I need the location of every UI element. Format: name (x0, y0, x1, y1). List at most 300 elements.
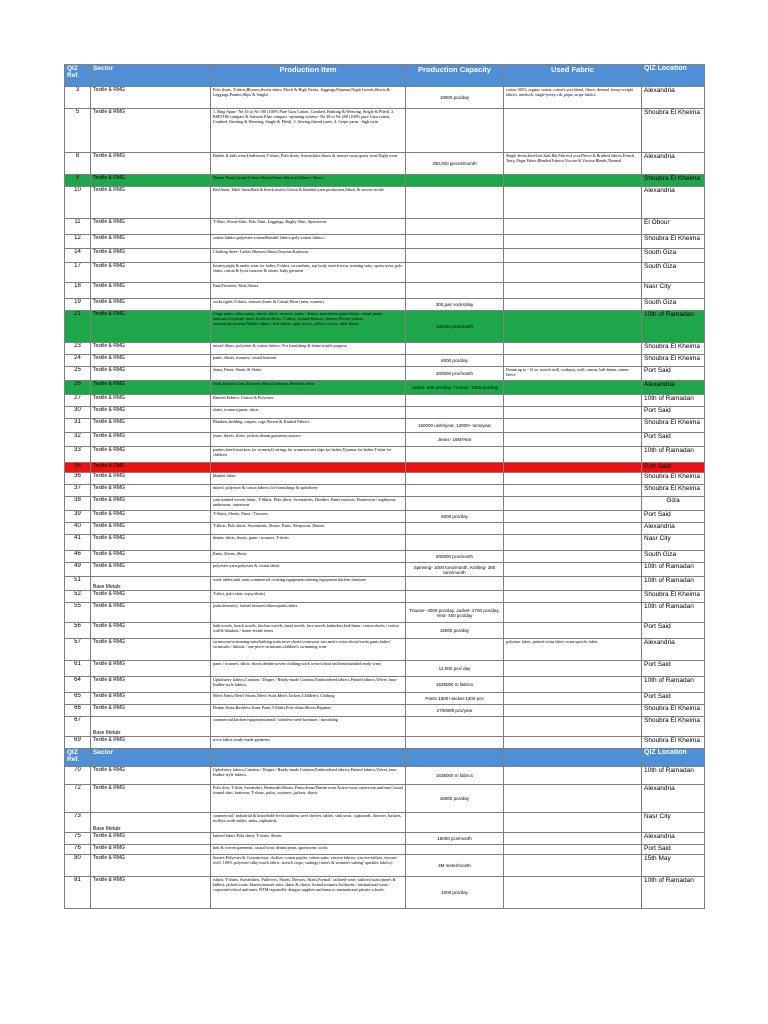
qiz-ref-cell: 80 (65, 855, 91, 877)
used-fabric-cell (504, 381, 642, 395)
qiz-ref-header-repeat: QIZ Ref. (65, 749, 91, 767)
production-capacity-cell: 800000 pcs/month (406, 551, 504, 563)
production-item-cell: Denim Jeans,Backless Jeans Pants,T-Shirts,Polo shirts,Shorts,Pajamas (211, 705, 406, 717)
qiz-ref-cell: 32 (65, 433, 91, 447)
production-capacity-cell (406, 535, 504, 551)
production-capacity-cell (406, 283, 504, 299)
production-capacity-cell: 300000 pcs/month (406, 367, 504, 381)
qiz-location-cell: Shoubra El Kheima (642, 591, 705, 603)
table-row (65, 263, 705, 283)
production-item-cell: hosiery,night & under wear for ladies,T-shirts, sweatshirts, top body stretch wear, training suits, sports wear, polo shirts, cotton & lycra trousers & shorts, baby garment (211, 263, 406, 283)
production-item-cell: T-Shirt, Sweat-Shirt, Polo Shirt, Leggings, Rugby Shirt, Sportswear (211, 219, 406, 235)
used-fabric-cell (504, 419, 642, 433)
qiz-location-cell: Port Said (642, 623, 705, 639)
sector-header: Sector (91, 65, 211, 87)
production-item-cell: Suiters Polyester & Cotton(crepe, chiffon, cotton poplin, cotton satin, viscose fabrics, viscose-taffeta, viscose-twill, 100% polyester silky-touch fabric, stretch crepe, suitings (men's & women's suiting/ sparkles fabrics) (211, 855, 406, 877)
production-capacity-cell: Pants 1500+Jacket-1300 pcs (406, 693, 504, 705)
table-row (65, 833, 705, 845)
qiz-location-cell: Nasr City (642, 283, 705, 299)
qiz-ref-cell: 49 (65, 563, 91, 577)
used-fabric-cell (504, 785, 642, 813)
production-item-header-repeat (211, 749, 406, 767)
production-item-cell: tricot fabric,ready-made garments (211, 737, 406, 749)
production-capacity-cell: 6000 pcs/day (406, 355, 504, 367)
production-item-cell: polyester yarn,polyester & cotton fabric (211, 563, 406, 577)
used-fabric-cell (504, 677, 642, 693)
production-capacity-cell (406, 473, 504, 485)
qiz-ref-cell: 61 (65, 661, 91, 677)
used-fabric-cell (504, 311, 642, 343)
production-item-cell: panties,briefs,knickers for women,G-strings for women,waist slips for ladies,Pyjamas for ladies,T-shirt for children (211, 447, 406, 463)
sector-cell: Textile & RMG (91, 603, 211, 623)
production-capacity-cell (406, 235, 504, 249)
table-row (65, 187, 705, 219)
sector-cell: Textile & RMG (91, 187, 211, 219)
sector-cell: Textile & RMG (91, 395, 211, 407)
table-row (65, 219, 705, 235)
production-item-cell: T-shirt, polo-shirt, topsy/shirts) (211, 591, 406, 603)
qiz-location-cell: Shoubra El Kheima (642, 485, 705, 497)
qiz-ref-cell: 51 (65, 577, 91, 591)
qiz-ref-cell: 37 (65, 485, 91, 497)
production-item-cell: jeans/trousers), formal trousers/chinos/pants,skirts. (211, 603, 406, 623)
production-capacity-cell: 1638000 m fabrics (406, 677, 504, 693)
qiz-location-cell: South Giza (642, 551, 705, 563)
table-row (65, 661, 705, 677)
table-row (65, 367, 705, 381)
qiz-ref-cell: 41 (65, 535, 91, 551)
used-fabric-cell (504, 219, 642, 235)
qiz-location-cell: Shoubra El Kheima (642, 235, 705, 249)
qiz-ref-cell: 38 (65, 497, 91, 511)
production-item-cell: commercial / industrial & household-level,stainless steel shelves, tables, sink units, cupboards, drawers, baskets, trolleys,work-tables, sinks, cupboards. (211, 813, 406, 833)
qiz-ref-cell: 35 (65, 463, 91, 473)
sector-cell: Textile & RMG (91, 367, 211, 381)
sector-cell: Textile & RMG (91, 485, 211, 497)
production-item-cell: Jeans, Pants, Shorts & Skirts (211, 367, 406, 381)
table-row (65, 447, 705, 463)
production-item-cell: Denim Pants,Casual Cotton Shirts,Denim Shirts,Children's Shorts (211, 175, 406, 187)
sector-cell: Textile & RMG (91, 381, 211, 395)
production-item-cell: shirts, trousers/pants, skirts (211, 407, 406, 419)
production-item-cell: commercial kitchen equipment,metal / stainless-steel furniture / furnishing (211, 717, 406, 737)
sector-cell: Textile & RMG (91, 175, 211, 187)
production-item-cell: knit & woven garments, casual wear, denim/jeans, sportswear, socks (211, 845, 406, 855)
sector-cell: Textile & RMG (91, 497, 211, 511)
qiz-location-cell: Port Said (642, 845, 705, 855)
production-capacity-cell: 100000 pcs/month (406, 311, 504, 343)
qiz-location-cell: Nasr City (642, 813, 705, 833)
sector-cell: Textile & RMG (91, 299, 211, 311)
production-capacity-cell (406, 813, 504, 833)
used-fabric-cell (504, 235, 642, 249)
table-row (65, 283, 705, 299)
used-fabric-cell (504, 447, 642, 463)
table-body-bottom (65, 767, 705, 909)
used-fabric-cell (504, 813, 642, 833)
production-item-cell: jeans, shorts, shirts, jackets,denim garments,trousers (211, 433, 406, 447)
production-capacity-cell: 250,000 pieces/month (406, 153, 504, 175)
production-capacity-cell (406, 845, 504, 855)
table-row (65, 705, 705, 717)
table-body-repeat-header (65, 749, 705, 767)
production-item-cell: socks,tights,T-shirts, trousers,Jeans & Casual Wear (men, women) (211, 299, 406, 311)
table-row (65, 591, 705, 603)
sector-cell: Textile & RMG (91, 433, 211, 447)
used-fabric-cell (504, 591, 642, 603)
qiz-ref-cell: 24 (65, 355, 91, 367)
qiz-location-cell: 10th of Ramadan (642, 563, 705, 577)
production-capacity-cell: 12,000 pcs/ day (406, 661, 504, 677)
sector-cell: Textile & RMG (91, 551, 211, 563)
qiz-ref-cell: 33 (65, 447, 91, 463)
sector-cell: Textile & RMG (91, 535, 211, 551)
production-item-cell: swimwear/swimming-suits/bathing suits/racer shorts/swimwear sets,men's swim shorts/swim pants,ladies' swimsuits / bikinis / one-piece swimsuits,children's swimming wear (211, 639, 406, 661)
used-fabric-cell (504, 485, 642, 497)
used-fabric-cell (504, 187, 642, 219)
production-item-cell: bath towels, beach towels, kitchen towels, hand towels, face towels,bathrobes,bed-linen / cotton sheets / cotton waffle blankets / home-textile items (211, 623, 406, 639)
sector-cell: Base Metals (91, 717, 211, 737)
used-fabric-cell (504, 535, 642, 551)
table-row (65, 485, 705, 497)
used-fabric-cell (504, 283, 642, 299)
production-item-cell: Bed linen, Table linen,Bath & beach textile,Cotton & blended yarn production,Fabric & woven textile (211, 187, 406, 219)
production-capacity-header-repeat (406, 749, 504, 767)
qiz-location-cell: Alexandria (642, 523, 705, 535)
sector-cell: Textile & RMG (91, 833, 211, 845)
production-item-cell: Pants, Shorts, Skirts (211, 551, 406, 563)
production-item-cell: Men's Pants,Men's Shorts,Men's Suits,Men's Jackets,Children's Clothing (211, 693, 406, 705)
sector-cell: Textile & RMG (91, 219, 211, 235)
production-item-cell: knitted fabric,Polo shirts, T-shirts, Shorts (211, 833, 406, 845)
qiz-ref-cell: 55 (65, 603, 91, 623)
production-item-cell: Polo shirts, T-shirts,Blouses,Sweat shirts, Mock & High Necks, Joggings,Pajamas,Night Gowns,Shorts & Leggings,Panties,Slips & Singlet (211, 87, 406, 109)
sector-cell: Textile & RMG (91, 639, 211, 661)
used-fabric-cell (504, 407, 642, 419)
table-row (65, 737, 705, 749)
production-capacity-cell: 1638000 m fabrics (406, 767, 504, 785)
production-item-cell: work tables,sink units,commercial cooking equipment,catering equipment kitchen furniture (211, 577, 406, 591)
production-item-cell: mixed fibers, polyester & cotton fabrics- For furnishing & home textile purpose (211, 343, 406, 355)
qiz-location-cell: 10th of Ramadan (642, 395, 705, 407)
production-item-cell: denim, shirts, shorts, pants / trousers, T-shirts (211, 535, 406, 551)
production-item-cell: Upholstery fabrics,Curtains / Drapes / Ready-made Curtains,Embroidered fabrics,Printed fabrics,Velvet, faux-leather-style fabrics, (211, 677, 406, 693)
sector-cell: Textile & RMG (91, 661, 211, 677)
used-fabric-cell (504, 833, 642, 845)
qiz-ref-cell: 76 (65, 845, 91, 855)
qiz-location-cell: Shoubra El Kheima (642, 473, 705, 485)
qiz-ref-cell: 21 (65, 311, 91, 343)
production-capacity-header: Production Capacity (406, 65, 504, 87)
production-capacity-cell: 45000 pcs/day (406, 785, 504, 813)
sector-cell: Textile & RMG (91, 591, 211, 603)
qiz-location-cell: 10th of Ramadan (642, 877, 705, 909)
production-capacity-cell (406, 263, 504, 283)
table-row (65, 153, 705, 175)
sector-cell: Textile & RMG (91, 511, 211, 523)
qiz-ref-cell: 19 (65, 299, 91, 311)
header-row (65, 65, 705, 87)
qiz-location-cell: Alexandria (642, 381, 705, 395)
sector-cell: Textile & RMG (91, 845, 211, 855)
qiz-location-cell: Shoubra El Kheima (642, 343, 705, 355)
qiz-ref-cell: 64 (65, 677, 91, 693)
qiz-location-cell: Shoubra El Kheima (642, 175, 705, 187)
production-item-cell: Blankets,bedding, carpets, rugs,Woven & Knitted Fabrics (211, 419, 406, 433)
table-row (65, 623, 705, 639)
qiz-ref-cell: 57 (65, 639, 91, 661)
qiz-ref-cell: 27 (65, 395, 91, 407)
qiz-ref-cell: 72 (65, 785, 91, 813)
production-capacity-cell (406, 219, 504, 235)
table-row (65, 855, 705, 877)
used-fabric-cell (504, 767, 642, 785)
production-capacity-cell: 18000 pcs/day (406, 87, 504, 109)
table-row (65, 419, 705, 433)
used-fabric-cell (504, 511, 642, 523)
qiz-location-cell: Shoubra El Kheima (642, 705, 705, 717)
production-item-cell: Suits,Jackets,Coats,Trousers,Shirts,Uniforms,Women's Wear (211, 381, 406, 395)
qiz-location-cell: South Giza (642, 299, 705, 311)
table-row (65, 563, 705, 577)
used-fabric-cell: cotton 100%, organic cotton, cotton's ycra blend, fleece, thermal, heavy-weight fabrics, interlock, single-jersey, rib, pique, stripe fabrics (504, 87, 642, 109)
qiz-ref-cell: 69 (65, 737, 91, 749)
production-capacity-cell: 3M meter/month (406, 855, 504, 877)
production-item-cell: Upholstery fabrics,Curtains / Drapes / Ready-made Curtains,Embroidered fabrics,Printed fabrics,Velvet, faux-leather-style fabrics, (211, 767, 406, 785)
sector-cell: Textile & RMG (91, 263, 211, 283)
table-row (65, 433, 705, 447)
sector-cell: Textile & RMG (91, 623, 211, 639)
qiz-location-header-repeat: QIZ Location (642, 749, 705, 767)
production-item-cell: mixed, polyester & cotton fabrics for furnishings & upholstery (211, 485, 406, 497)
table-row (65, 877, 705, 909)
qiz-ref-cell: 25 (65, 367, 91, 381)
sector-cell: Textile & RMG (91, 419, 211, 433)
production-capacity-cell (406, 497, 504, 511)
qiz-location-cell: 10th of Ramadan (642, 603, 705, 623)
used-fabric-cell (504, 299, 642, 311)
production-capacity-cell: 4000 pcs/day (406, 877, 504, 909)
production-capacity-cell: Jeans- 16M/Year (406, 433, 504, 447)
qiz-ref-cell: 18 (65, 283, 91, 299)
qiz-location-cell: 10th of Ramadan (642, 677, 705, 693)
production-item-cell: Cargo pants, chino pants, shorts, skirts, trousers, jeans - denim, non-denim pants/shorts, casual pants/ bottoms,Corporate shirts,Uniform Shirts, T-shirts, women blouses, dresses,Woven jackets, outwear/sportswear/Winter fabrics, bed-sheets, quilt covers, pillow-covers, table linens (211, 311, 406, 343)
production-item-cell: T-Shirts, Shorts, Pants / Trousers (211, 511, 406, 523)
qiz-location-cell: South Giza (642, 263, 705, 283)
used-fabric-cell (504, 661, 642, 677)
used-fabric-cell (504, 355, 642, 367)
sector-cell: Textile & RMG (91, 737, 211, 749)
qiz-ref-cell: 75 (65, 833, 91, 845)
used-fabric-cell: Single Jersey,Interlock Knit,Rib Fabrics,Lycra,Fleece & Brushed fabrics,French Terry, Pique Fabric,Blended Fabrics Viscose & Viscose Blends,Thermal (504, 153, 642, 175)
sector-cell: Textile & RMG (91, 235, 211, 249)
production-item-cell: T-shirts, Polo shirts, Sweatshirts, Shorts, Pants, Sleepwear, Denim (211, 523, 406, 535)
used-fabric-cell (504, 263, 642, 283)
sector-cell: Textile & RMG (91, 407, 211, 419)
qiz-ref-cell: 39 (65, 511, 91, 523)
table-row (65, 407, 705, 419)
qiz-location-cell: Shoubra El Kheima (642, 355, 705, 367)
qiz-ref-cell: 66 (65, 705, 91, 717)
qiz-ref-cell: 5 (65, 109, 91, 153)
table-row (65, 299, 705, 311)
qiz-location-cell: Port Said (642, 367, 705, 381)
used-fabric-cell (504, 623, 642, 639)
sector-cell: Textile & RMG (91, 767, 211, 785)
qiz-ref-cell: 52 (65, 591, 91, 603)
production-capacity-cell (406, 737, 504, 749)
qiz-ref-cell: 30 (65, 407, 91, 419)
used-fabric-cell (504, 175, 642, 187)
qiz-location-cell: El Obour (642, 219, 705, 235)
production-capacity-cell (406, 175, 504, 187)
qiz-ref-cell: 9 (65, 175, 91, 187)
qiz-location-cell: Port Said (642, 693, 705, 705)
qiz-ref-cell: 70 (65, 767, 91, 785)
production-capacity-cell (406, 249, 504, 263)
production-capacity-cell (406, 523, 504, 535)
qiz-ref-header: QIZ Ref. (65, 65, 91, 87)
qiz-location-cell: Port Said (642, 407, 705, 419)
table-row (65, 355, 705, 367)
sector-cell: Textile & RMG (91, 355, 211, 367)
used-fabric-cell (504, 523, 642, 535)
sector-cell: Textile & RMG (91, 283, 211, 299)
qiz-location-cell: Alexandria (642, 87, 705, 109)
qiz-ref-cell: 67 (65, 717, 91, 737)
sector-cell: Textile & RMG (91, 343, 211, 355)
qiz-ref-cell: 8 (65, 153, 91, 175)
used-fabric-cell (504, 603, 642, 623)
qiz-ref-cell: 26 (65, 381, 91, 395)
sector-cell: Textile & RMG (91, 447, 211, 463)
qiz-location-cell: Shoubra El Kheima (642, 109, 705, 153)
qiz-location-cell: Alexandria (642, 153, 705, 175)
qiz-ref-cell: 17 (65, 263, 91, 283)
production-capacity-cell (406, 463, 504, 473)
table-row (65, 639, 705, 661)
production-item-cell: Pant/Trousers, Skirt,Shorts (211, 283, 406, 299)
sector-cell: Textile & RMG (91, 677, 211, 693)
qiz-ref-cell: 3 (65, 87, 91, 109)
used-fabric-cell (504, 249, 642, 263)
production-item-cell: tshirts, T-shirts, Sweatshirts, Pullovers, Shorts, Dresses, Skirts,Formal / tailored-wear: tailored suits (men's & ladies), jackets/coats, blazers/trouser suits, shirts & classic formal trousers,Uniforms / institutional-wear / corporate/school uniforms: BTM reportedly designs supplies uniforms to international private schools. (211, 877, 406, 909)
table-row (65, 511, 705, 523)
table-body-top (65, 65, 705, 749)
qiz-ref-cell: 11 (65, 219, 91, 235)
table-row (65, 109, 705, 153)
production-capacity-cell: 15000 pcs/month (406, 833, 504, 845)
production-capacity-cell (406, 717, 504, 737)
table-row (65, 395, 705, 407)
qiz-location-cell: South Giza (642, 249, 705, 263)
production-item-cell: Knitted Fabrics: Cotton & Polyester (211, 395, 406, 407)
production-capacity-cell (406, 577, 504, 591)
sector-cell: Textile & RMG (91, 311, 211, 343)
sector-cell: Base Metals (91, 577, 211, 591)
qiz-ref-cell: 10 (65, 187, 91, 219)
table-row (65, 577, 705, 591)
production-capacity-cell (406, 187, 504, 219)
sector-header-repeat: Sector (91, 749, 211, 767)
qiz-location-cell: 10th of Ramadan (642, 577, 705, 591)
sector-cell: Textile & RMG (91, 523, 211, 535)
table-row (65, 175, 705, 187)
sector-cell: Textile & RMG (91, 693, 211, 705)
qiz-location-header: QIZ Location (642, 65, 705, 87)
used-fabric-cell (504, 433, 642, 447)
production-capacity-cell: 2700000 pcs/year (406, 705, 504, 717)
qiz-location-cell: Port Said (642, 463, 705, 473)
production-item-header: Production Item (211, 65, 406, 87)
qiz-ref-cell: 56 (65, 623, 91, 639)
table-row (65, 473, 705, 485)
qiz-location-cell: Shoubra El Kheima (642, 717, 705, 737)
used-fabric-cell (504, 877, 642, 909)
table-row (65, 717, 705, 737)
used-fabric-cell (504, 855, 642, 877)
sector-cell: Textile & RMG (91, 877, 211, 909)
qiz-location-cell: Giza (642, 497, 705, 511)
used-fabric-cell (504, 693, 642, 705)
used-fabric-cell (504, 705, 642, 717)
production-capacity-cell: 6000 pcs/day (406, 511, 504, 523)
qiz-ref-cell: 36 (65, 473, 91, 485)
used-fabric-header-repeat (504, 749, 642, 767)
production-item-cell (211, 463, 406, 473)
table-row (65, 677, 705, 693)
production-capacity-cell: 15000 pcs/day (406, 623, 504, 639)
table-row (65, 87, 705, 109)
used-fabric-cell (504, 737, 642, 749)
table-row (65, 235, 705, 249)
production-item-cell: pants, shorts, trousers, casual bottoms (211, 355, 406, 367)
qiz-location-cell: Port Said (642, 661, 705, 677)
qiz-ref-cell: 81 (65, 877, 91, 909)
table-row (65, 381, 705, 395)
qiz-location-cell: Alexandria (642, 833, 705, 845)
sector-cell: Textile & RMG (91, 87, 211, 109)
sector-cell: Textile & RMG (91, 463, 211, 473)
used-fabric-cell (504, 551, 642, 563)
used-fabric-cell (504, 497, 642, 511)
sector-cell: Textile & RMG (91, 109, 211, 153)
production-capacity-cell (406, 485, 504, 497)
used-fabric-cell (504, 473, 642, 485)
table-row (65, 343, 705, 355)
used-fabric-cell: polyester fabric, printed swim fabric,swim-specific fabric (504, 639, 642, 661)
qiz-ref-cell: 40 (65, 523, 91, 535)
sector-cell: Textile & RMG (91, 249, 211, 263)
production-capacity-cell (406, 395, 504, 407)
production-capacity-cell (406, 447, 504, 463)
header-row-repeat (65, 749, 705, 767)
production-capacity-cell: 150000 units/year, 13000+ tons/year (406, 419, 504, 433)
sector-cell: Textile & RMG (91, 785, 211, 813)
production-capacity-cell (406, 407, 504, 419)
production-capacity-cell: Jacket- 600 pcs/day, Trouser- 1000 pcs/day (406, 381, 504, 395)
sector-cell: Textile & RMG (91, 153, 211, 175)
used-fabric-cell (504, 343, 642, 355)
table-row (65, 693, 705, 705)
sector-cell: Textile & RMG (91, 563, 211, 577)
production-capacity-cell: 300 pair socks/day (406, 299, 504, 311)
qiz-ref-cell: 23 (65, 343, 91, 355)
sector-cell: Textile & RMG (91, 705, 211, 717)
qiz-ref-cell: 73 (65, 813, 91, 833)
qiz-location-cell: Nasr City (642, 535, 705, 551)
qiz-location-cell: 10th of Ramadan (642, 767, 705, 785)
